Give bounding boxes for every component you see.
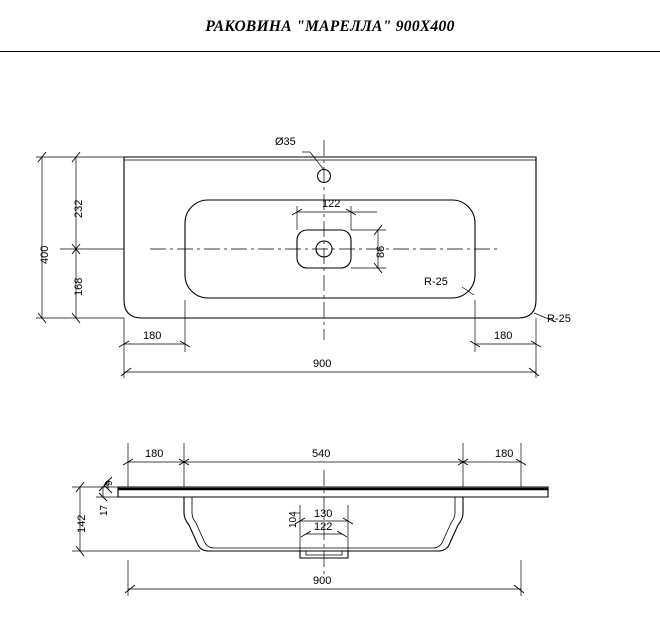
dim-drain-mid-front: 130 — [314, 508, 333, 520]
dim-right-offset-front: 180 — [495, 448, 514, 460]
dim-drain-height-top: 86 — [375, 245, 387, 258]
dim-overall-width-front: 900 — [313, 575, 332, 587]
dim-depth-front: 232 — [73, 199, 85, 218]
dim-overall-width-top: 900 — [313, 358, 332, 370]
dim-faucet-hole: Ø35 — [275, 136, 296, 148]
dim-drain-inner-front: 104 — [288, 511, 299, 528]
dim-total-height-front: 142 — [76, 514, 88, 533]
dim-corner-radius: R-25 — [547, 313, 571, 325]
dim-rim-height-front: 17 — [99, 504, 110, 516]
dim-top-thickness-front: 9 — [104, 480, 115, 486]
dim-drain-width-top: 122 — [322, 198, 341, 210]
page-title: РАКОВИНА "МАРЕЛЛА" 900Х400 — [205, 18, 455, 35]
dim-bowl-radius: R-25 — [424, 276, 448, 288]
dim-overall-depth: 400 — [39, 245, 51, 264]
dim-drain-outer-front: 122 — [314, 521, 333, 533]
dim-left-offset-top: 180 — [143, 330, 162, 342]
dim-left-offset-front: 180 — [145, 448, 164, 460]
dim-right-offset-top: 180 — [494, 330, 513, 342]
front-view-geometry — [118, 487, 548, 558]
basin-outline-top — [124, 157, 536, 318]
dim-center-span-front: 540 — [312, 448, 331, 460]
dimension-lines-top — [36, 152, 556, 378]
dim-depth-back: 168 — [73, 277, 85, 296]
dimension-lines-front — [72, 443, 526, 596]
